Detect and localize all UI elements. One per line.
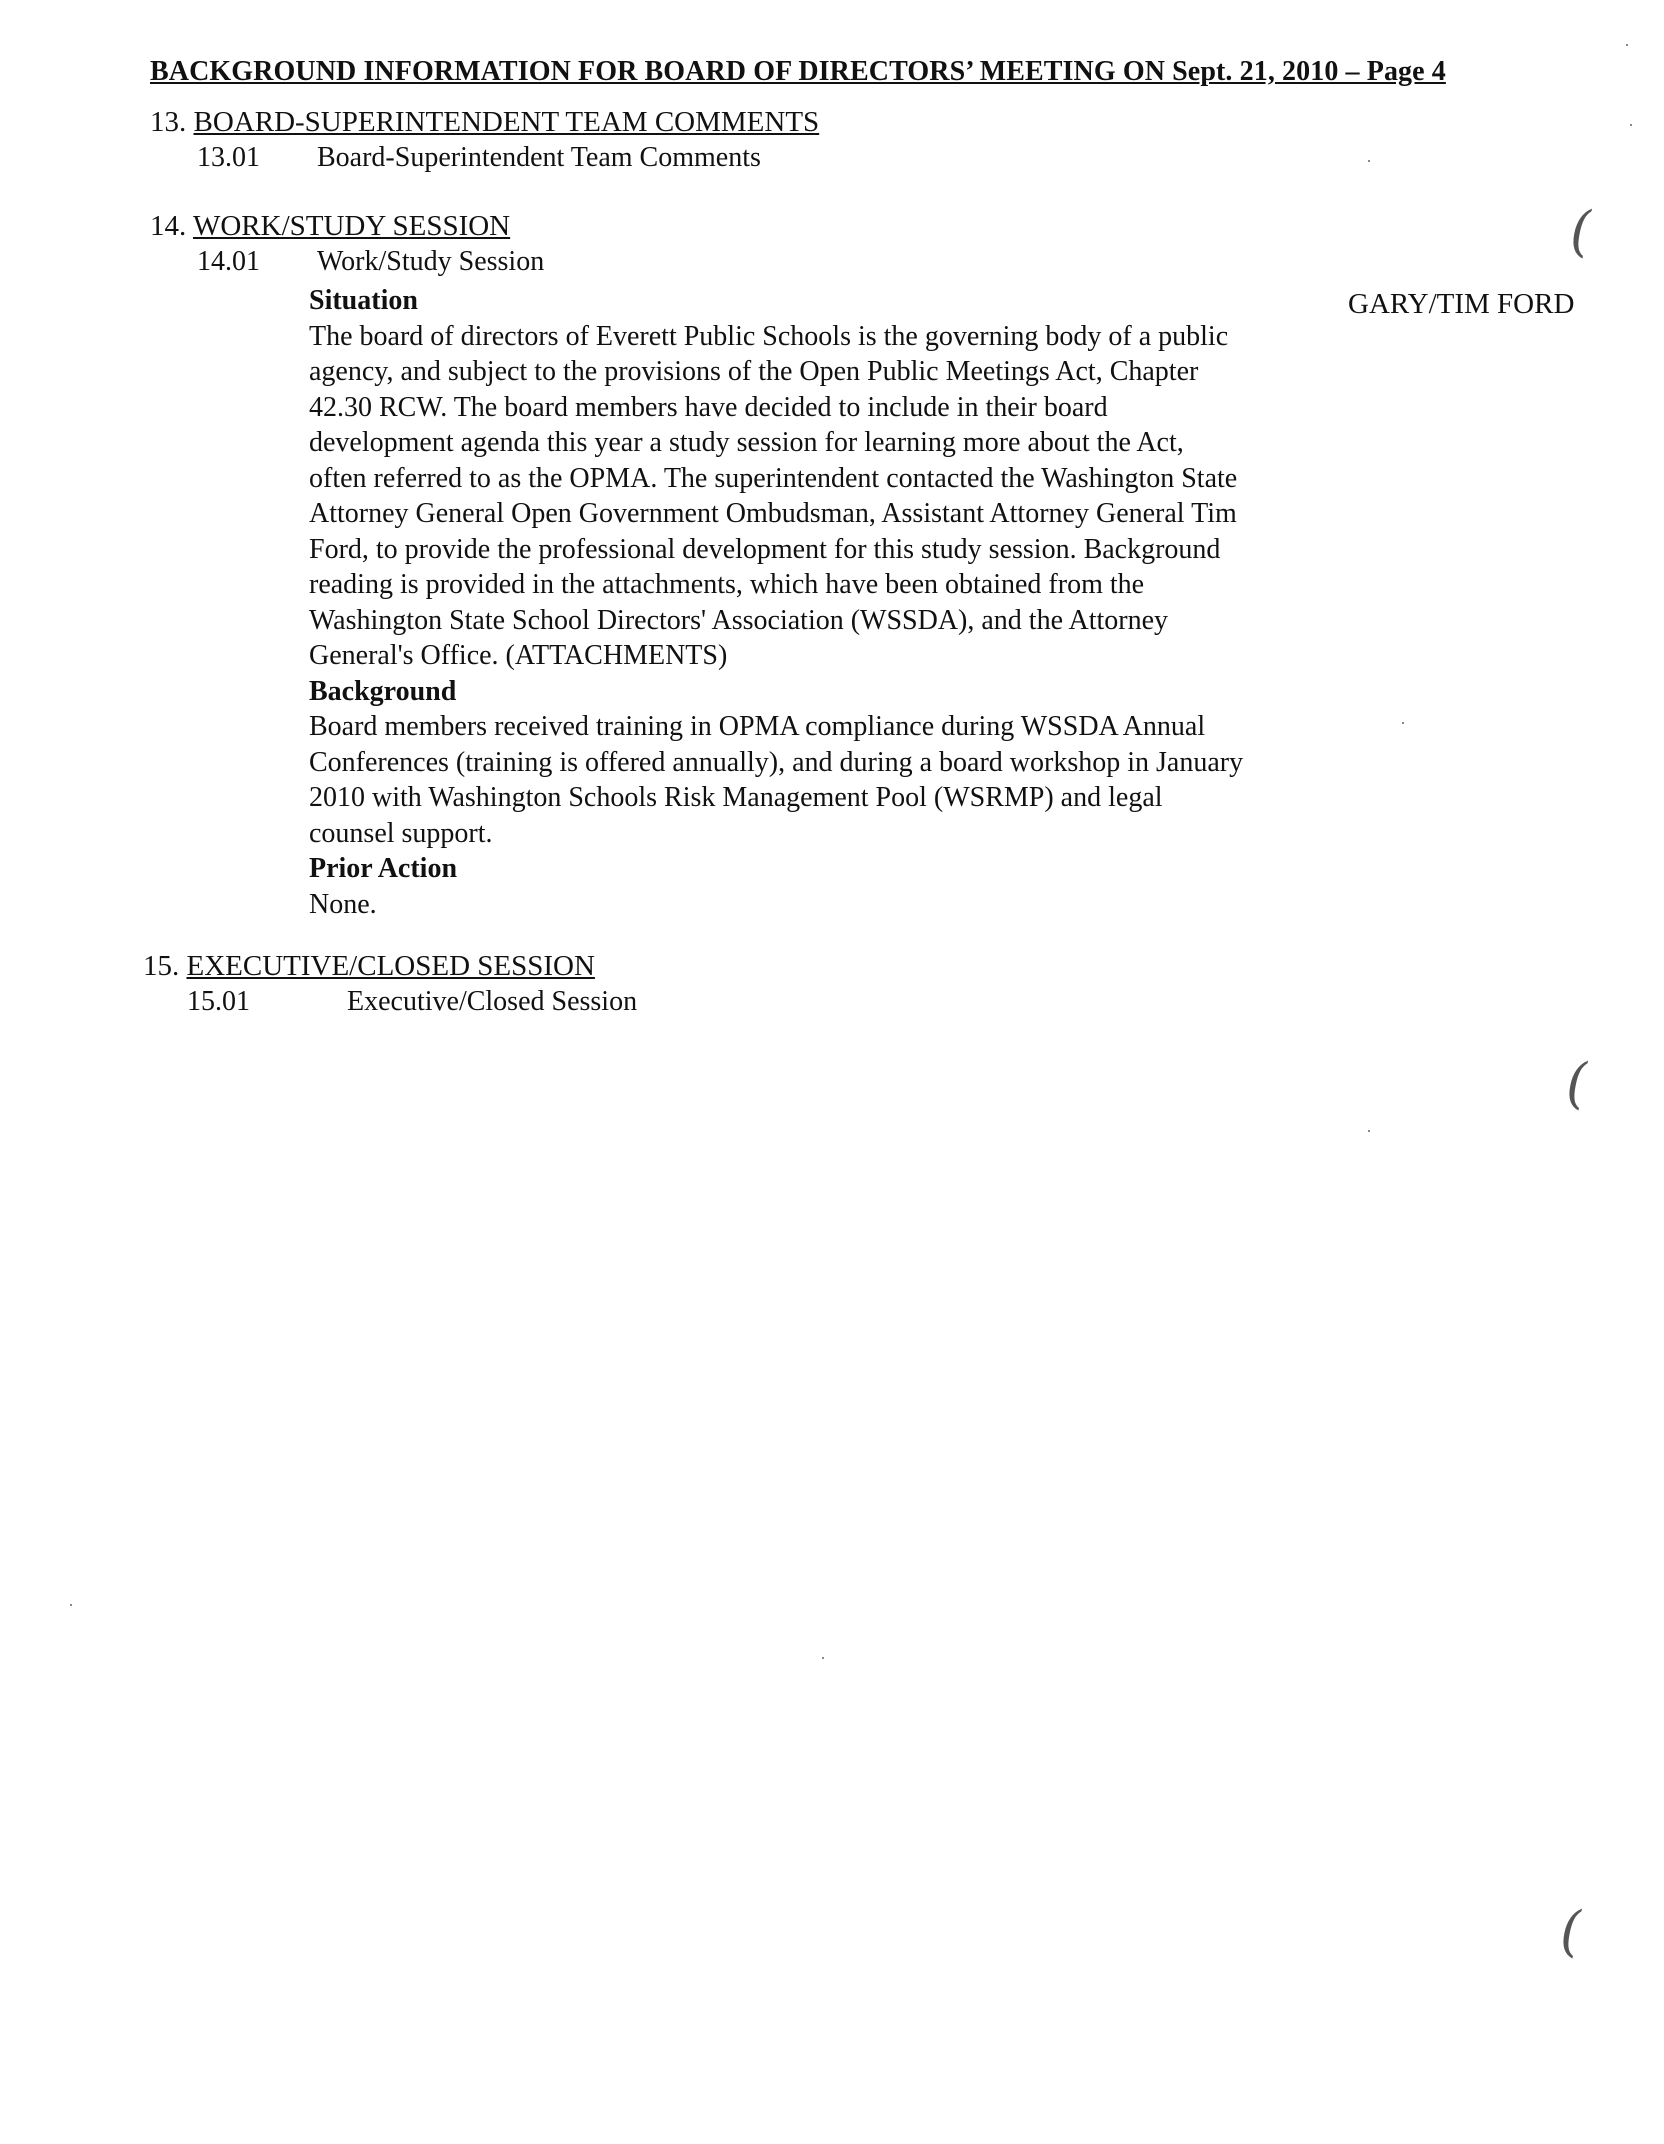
section-number: 14.: [150, 210, 187, 242]
paragraph-line: 2010 with Washington Schools Risk Management Pool (WSRMP) and legal: [309, 782, 1163, 813]
paragraph-line: Conferences (training is offered annually), and during a board workshop in January: [309, 746, 1244, 778]
punch-hole-mark: (: [1566, 1052, 1588, 1115]
item-title: Work/Study Session: [317, 246, 545, 277]
page-header: BACKGROUND INFORMATION FOR BOARD OF DIRECTORS’ MEETING ON Sept. 21, 2010 – Page 4: [150, 56, 1446, 87]
paragraph-line: 42.30 RCW. The board members have decided to include in their board: [309, 391, 1108, 423]
paragraph-line: Washington State School Directors' Association (WSSDA), and the Attorney: [309, 604, 1169, 636]
scan-speck: [1402, 722, 1404, 724]
work-study-details: [309, 283, 1329, 922]
background-paragraph: [309, 709, 1329, 851]
punch-hole-mark: (: [1560, 1900, 1582, 1963]
scan-speck: [822, 1657, 824, 1659]
presenter-name: GARY/TIM FORD: [1348, 288, 1575, 320]
scan-speck: [1368, 160, 1370, 162]
paragraph-line: often referred to as the OPMA. The superintendent contacted the Washington State: [309, 462, 1238, 494]
item-15-01: [187, 986, 637, 1018]
paragraph-line: The board of directors of Everett Public Schools is the governing body of a public: [309, 320, 1229, 352]
section-15-heading: [143, 950, 595, 983]
scan-speck: [1630, 124, 1632, 126]
section-title: BOARD-SUPERINTENDENT TEAM COMMENTS: [193, 106, 820, 138]
item-number: 14.01: [197, 246, 260, 277]
prior-action-heading: Prior Action: [309, 853, 458, 884]
scan-speck: [1368, 1130, 1370, 1132]
section-number: 13.: [150, 106, 187, 138]
paragraph-line: Ford, to provide the professional development for this study session. Background: [309, 533, 1221, 565]
section-title: WORK/STUDY SESSION: [192, 210, 511, 242]
section-title: EXECUTIVE/CLOSED SESSION: [186, 950, 595, 982]
section-number: 15.: [143, 950, 180, 982]
item-number: 13.01: [197, 142, 260, 173]
punch-hole-mark: (: [1570, 200, 1592, 263]
paragraph-line: Attorney General Open Government Ombudsman, Assistant Attorney General Tim: [309, 498, 1237, 529]
situation-paragraph: [309, 319, 1329, 674]
item-13-01: [197, 142, 761, 174]
background-heading: Background: [309, 675, 457, 707]
paragraph-line: development agenda this year a study session for learning more about the Act,: [309, 427, 1184, 458]
section-13-heading: [150, 106, 819, 139]
paragraph-line: agency, and subject to the provisions of the Open Public Meetings Act, Chapter: [309, 356, 1199, 387]
scan-speck: [1626, 44, 1628, 46]
paragraph-line: counsel support.: [309, 817, 493, 849]
paragraph-line: Board members received training in OPMA compliance during WSSDA Annual: [309, 711, 1206, 742]
situation-heading: Situation: [309, 285, 418, 316]
item-title: Board-Superintendent Team Comments: [317, 142, 761, 173]
item-14-01: [197, 246, 544, 278]
item-title: Executive/Closed Session: [347, 986, 638, 1017]
item-number: 15.01: [187, 986, 250, 1017]
paragraph-line: reading is provided in the attachments, which have been obtained from the: [309, 569, 1145, 600]
scan-speck: [70, 1604, 72, 1606]
paragraph-line: General's Office. (ATTACHMENTS): [309, 640, 728, 671]
prior-action-text: None.: [309, 888, 377, 920]
section-14-heading: [150, 210, 510, 243]
